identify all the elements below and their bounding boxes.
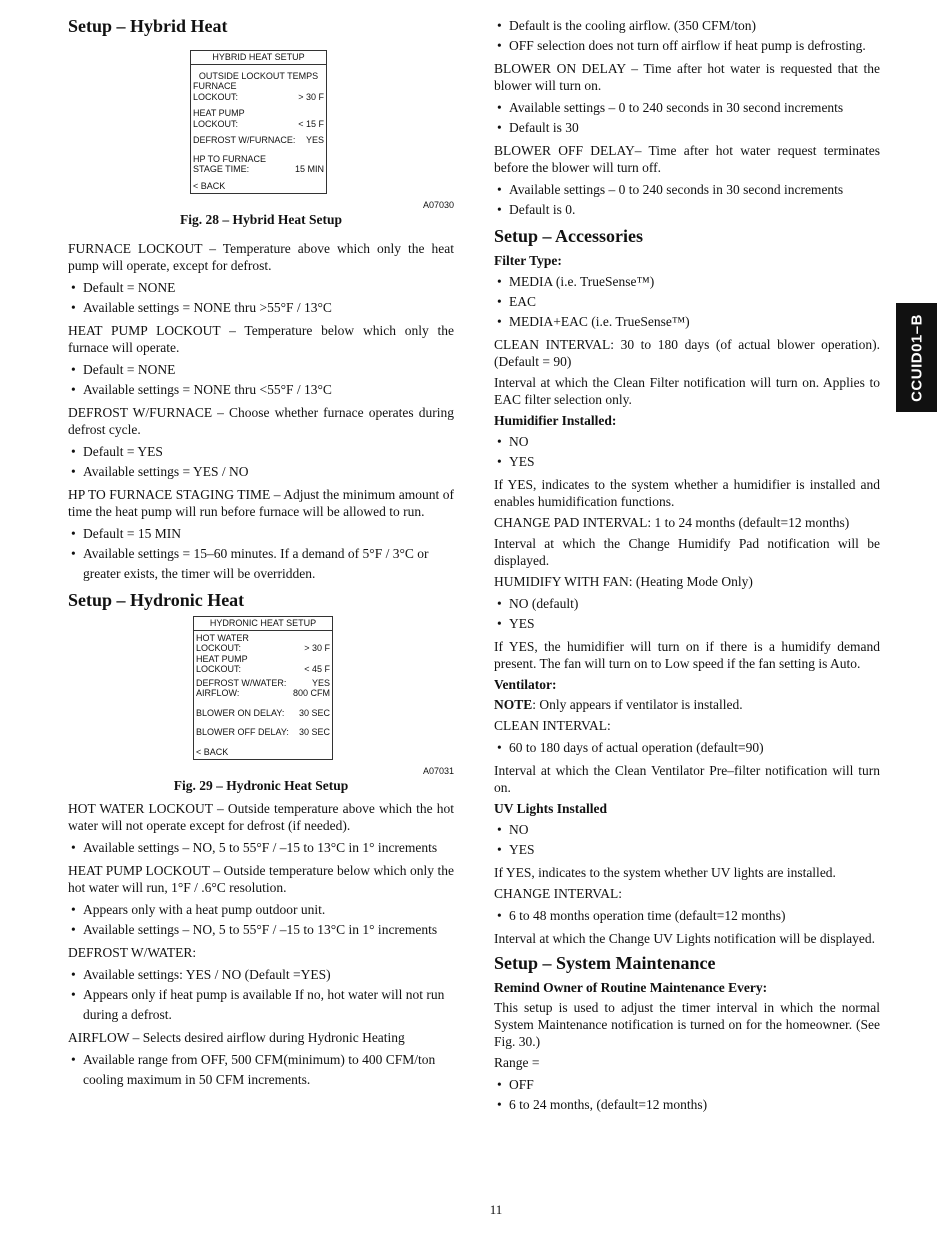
clean-interval-description: Interval at which the Clean Filter notification will turn on. Applies to EAC filter selection only. (494, 375, 880, 407)
heat-pump-lockout-hydronic-text: HEAT PUMP LOCKOUT – Outside temperature below which only the hot water will run, 1°F / .6°C resolution. (68, 863, 454, 895)
hydronic-heat-setup-screen (193, 616, 333, 760)
screen-row-value: 800 CFM (292, 688, 330, 698)
blower-on-delay-text: BLOWER ON DELAY – Time after hot water is requested that the blower will turn on. (494, 61, 880, 93)
list-item: • NO (494, 432, 880, 452)
page-number: 11 (489, 1202, 503, 1217)
list-item: • YES (494, 840, 880, 860)
section-heading-system-maintenance: Setup – System Maintenance (494, 953, 716, 973)
hp-staging-text: HP TO FURNACE STAGING TIME – Adjust the minimum amount of time the heat pump will run before furnace will be allowed to run. (68, 487, 454, 519)
bullet-list (68, 360, 454, 400)
screen-row-value: YES (311, 677, 330, 688)
uv-lights-heading: UV Lights Installed (494, 801, 608, 816)
bullet-list (494, 594, 880, 634)
bullet-list (494, 432, 880, 472)
screen-row-label: HEAT PUMP (193, 108, 245, 118)
figure-code: A07031 (422, 766, 454, 776)
screen-row-value: < 45 F (304, 664, 330, 674)
list-item: • OFF selection does not turn off airflow if heat pump is defrosting. (494, 36, 880, 56)
screen-row-value: > 30 F (298, 91, 324, 102)
screen-row (193, 119, 324, 130)
screen-row-label: HEAT PUMP (196, 653, 248, 664)
list-item: • Default is 0. (494, 200, 880, 220)
list-item: • Default = NONE (68, 360, 454, 380)
list-item: • NO (494, 820, 880, 840)
screen-row-value: 15 MIN (294, 164, 324, 174)
list-item: • Default is 30 (494, 118, 880, 138)
bullet-list (68, 838, 454, 858)
right-column (494, 16, 880, 1119)
list-item: • 6 to 48 months operation time (default=12 months) (494, 906, 880, 926)
list-item: • Available settings = NONE thru >55°F / 13°C (68, 298, 454, 318)
screen-row-label: BLOWER OFF DELAY: (196, 727, 289, 737)
humidify-fan-description: If YES, the humidifier will turn on if there is a humidify demand present. The fan will turn on to Low speed if the fan setting is Auto. (494, 639, 880, 671)
list-item: • YES (494, 614, 880, 634)
screen-row-value: < 15 F (298, 118, 324, 129)
screen-row-label: AIRFLOW: (196, 688, 240, 698)
list-item: • YES (494, 452, 880, 472)
list-item: • MEDIA+EAC (i.e. TrueSense™) (494, 312, 880, 332)
screen-row (196, 678, 330, 689)
bullet-list (68, 965, 454, 1025)
uv-change-interval-text: CHANGE INTERVAL: (494, 886, 623, 901)
figure-caption: Fig. 28 – Hybrid Heat Setup (179, 212, 342, 227)
list-item: • 6 to 24 months, (default=12 months) (494, 1095, 880, 1115)
screen-row-label: LOCKOUT: (196, 664, 242, 674)
filter-type-heading: Filter Type: (494, 253, 562, 268)
screen-row (196, 688, 330, 699)
defrost-furnace-text: DEFROST W/FURNACE – Choose whether furnace operates during defrost cycle. (68, 405, 454, 437)
screen-subtitle: OUTSIDE LOCKOUT TEMPS (198, 70, 319, 81)
bullet-list (68, 1050, 454, 1090)
screen-title: HYDRONIC HEAT SETUP (194, 617, 332, 631)
list-item: • Default is the cooling airflow. (350 CFM/ton) (494, 16, 880, 36)
remind-owner-heading: Remind Owner of Routine Maintenance Every: (494, 980, 768, 995)
uv-lights-description: If YES, indicates to the system whether UV lights are installed. (494, 865, 836, 880)
list-item: • Available settings: YES / NO (Default =YES) (68, 965, 454, 985)
list-item: • MEDIA (i.e. TrueSense™) (494, 272, 880, 292)
humidify-with-fan-text: HUMIDIFY WITH FAN: (Heating Mode Only) (494, 574, 753, 589)
screen-row (193, 92, 324, 103)
note-label: NOTE (494, 697, 533, 712)
screen-row-label: BLOWER ON DELAY: (196, 707, 285, 718)
list-item: • Appears only if heat pump is available If no, hot water will not run during a defrost. (68, 985, 454, 1025)
bullet-list (494, 820, 880, 860)
screen-back-link: < BACK (193, 180, 226, 191)
list-item: • Available settings – 0 to 240 seconds in 30 second increments (494, 180, 880, 200)
screen-row-label: DEFROST W/WATER: (196, 677, 287, 688)
screen-row (196, 664, 330, 675)
list-item: • Appears only with a heat pump outdoor unit. (68, 900, 454, 920)
list-item: • Default = 15 MIN (68, 524, 454, 544)
range-label: Range = (494, 1055, 540, 1070)
system-maintenance-description: This setup is used to adjust the timer interval in which the normal System Maintenance notification is turned on for the homeowner. (See Fig. 30.) (494, 1000, 880, 1049)
defrost-water-text: DEFROST W/WATER: (68, 945, 197, 960)
screen-row-label: LOCKOUT: (193, 118, 239, 129)
list-item: • Default = NONE (68, 278, 454, 298)
screen-row (196, 643, 330, 654)
list-item: • 60 to 180 days of actual operation (default=90) (494, 738, 880, 758)
screen-row-label: STAGE TIME: (193, 164, 250, 174)
bullet-list (494, 272, 880, 332)
list-item: • Available settings = 15–60 minutes. If a demand of 5°F / 3°C or greater exists, the timer will be overridden. (68, 544, 454, 584)
bullet-list (494, 738, 880, 758)
airflow-text: AIRFLOW – Selects desired airflow during Hydronic Heating (68, 1030, 405, 1045)
hybrid-heat-setup-screen (190, 50, 327, 194)
furnace-lockout-text: FURNACE LOCKOUT – Temperature above which only the heat pump will operate, except for defrost. (68, 241, 454, 273)
figure-caption: Fig. 29 – Hydronic Heat Setup (173, 778, 349, 793)
heat-pump-lockout-text: HEAT PUMP LOCKOUT – Temperature below which only the furnace will operate. (68, 323, 454, 355)
screen-row-value: YES (305, 135, 324, 145)
screen-row (196, 727, 330, 738)
screen-row-label: LOCKOUT: (196, 643, 242, 653)
list-item: • Default = YES (68, 442, 454, 462)
uv-change-description: Interval at which the Change UV Lights notification will be displayed. (494, 931, 876, 946)
ventilator-clean-interval-text: CLEAN INTERVAL: (494, 718, 611, 733)
ventilator-note (494, 696, 880, 713)
bullet-list (68, 900, 454, 940)
bullet-list (494, 906, 880, 926)
clean-interval-text: CLEAN INTERVAL: 30 to 180 days (of actual blower operation). (Default = 90) (494, 337, 880, 369)
screen-row-label: LOCKOUT: (193, 91, 239, 102)
bullet-list (494, 98, 880, 138)
figure-28 (68, 50, 454, 228)
screen-row-label: HP TO FURNACE (193, 153, 267, 164)
list-item: • Available settings – NO, 5 to 55°F / –15 to 13°C in 1° increments (68, 838, 454, 858)
figure-code: A07030 (422, 200, 454, 210)
bullet-list (494, 16, 880, 56)
section-heading-hydronic-heat: Setup – Hydronic Heat (68, 590, 245, 610)
section-heading-accessories: Setup – Accessories (494, 226, 643, 246)
humidifier-description: If YES, indicates to the system whether a humidifier is installed and enables humidification functions. (494, 477, 880, 509)
left-column (68, 14, 454, 1094)
list-item: • NO (default) (494, 594, 880, 614)
screen-row (196, 708, 330, 719)
screen-row-label: DEFROST W/FURNACE: (193, 135, 296, 145)
ventilator-heading: Ventilator: (494, 677, 557, 692)
screen-row-value: > 30 F (304, 643, 330, 653)
note-text: : Only appears if ventilator is installed. (532, 697, 743, 712)
bullet-list (68, 442, 454, 482)
figure-29 (68, 616, 454, 794)
list-item: • OFF (494, 1075, 880, 1095)
screen-back-link: < BACK (196, 746, 229, 757)
screen-row-value: 30 SEC (298, 727, 330, 737)
bullet-list (494, 1075, 880, 1115)
humidifier-heading: Humidifier Installed: (494, 413, 617, 428)
bullet-list (68, 278, 454, 318)
list-item: • Available settings – 0 to 240 seconds in 30 second increments (494, 98, 880, 118)
list-item: • Available range from OFF, 500 CFM(minimum) to 400 CFM/ton cooling maximum in 50 CFM increments. (68, 1050, 454, 1090)
list-item: • Available settings – NO, 5 to 55°F / –15 to 13°C in 1° increments (68, 920, 454, 940)
screen-row-label: HOT WATER (196, 632, 249, 643)
side-tab-label: CCUID01–B (908, 313, 925, 402)
side-tab (896, 303, 937, 412)
bullet-list (68, 524, 454, 584)
screen-row (193, 135, 324, 146)
screen-title: HYBRID HEAT SETUP (191, 51, 326, 65)
list-item: • EAC (494, 292, 880, 312)
screen-row-value: 30 SEC (298, 707, 330, 718)
screen-row-label: FURNACE (193, 81, 237, 91)
list-item: • Available settings = YES / NO (68, 462, 454, 482)
list-item: • Available settings = NONE thru <55°F / 13°C (68, 380, 454, 400)
blower-off-delay-text: BLOWER OFF DELAY– Time after hot water request terminates before the blower will turn off. (494, 143, 880, 175)
screen-row (193, 164, 324, 175)
ventilator-clean-description: Interval at which the Clean Ventilator Pre–filter notification will turn on. (494, 763, 880, 795)
bullet-list (494, 180, 880, 220)
change-pad-interval-text: CHANGE PAD INTERVAL: 1 to 24 months (default=12 months) (494, 515, 850, 530)
change-pad-description: Interval at which the Change Humidify Pad notification will be displayed. (494, 536, 880, 568)
section-heading-hybrid-heat: Setup – Hybrid Heat (68, 16, 228, 36)
hot-water-lockout-text: HOT WATER LOCKOUT – Outside temperature above which the hot water will not operate except for defrost (if needed). (68, 801, 454, 833)
